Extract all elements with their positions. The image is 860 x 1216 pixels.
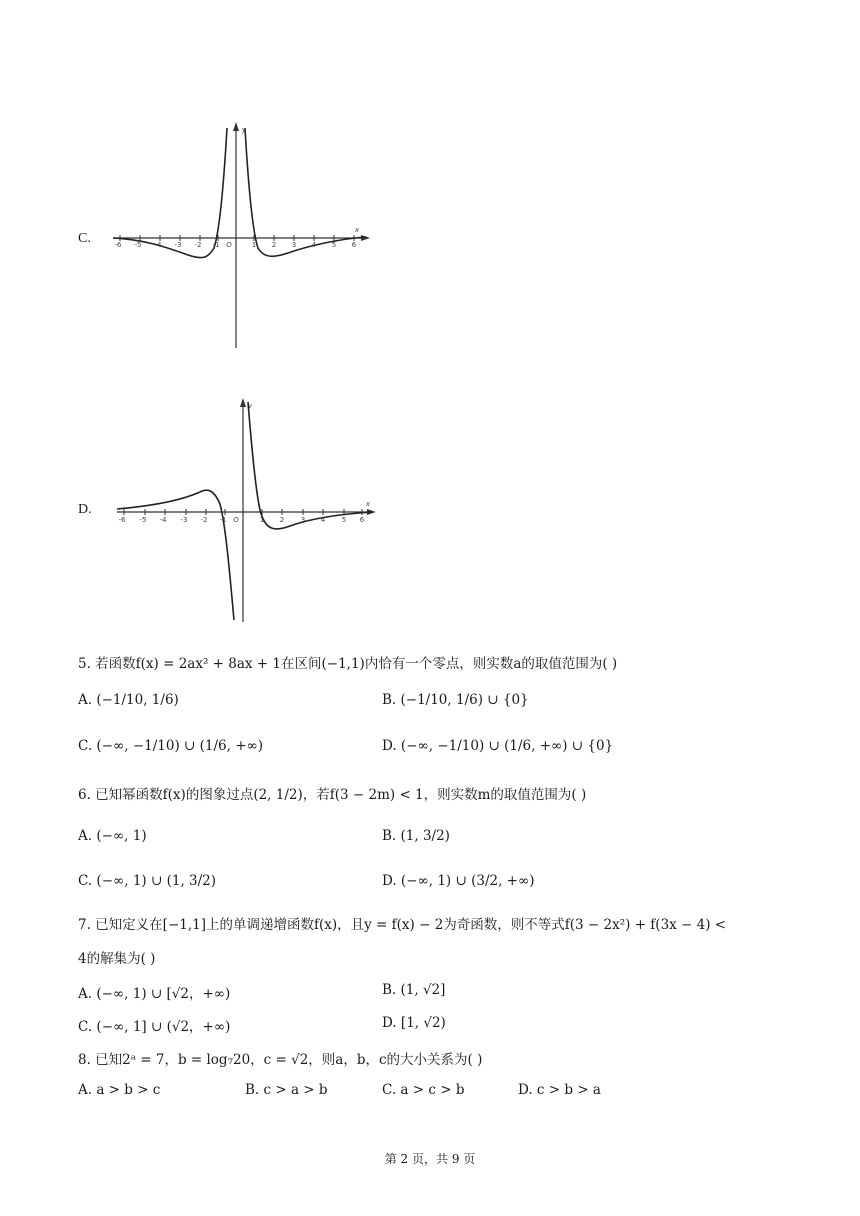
y-axis-arrow xyxy=(240,398,246,407)
question-8-option-b[interactable]: B. c > a > b xyxy=(245,1082,328,1098)
question-7-option-d[interactable]: D. [1, √2) xyxy=(382,1015,446,1031)
question-7-stem-line2: 4的解集为( ) xyxy=(78,951,156,967)
question-7-stem-line1: 7. 已知定义在[−1,1]上的单调递增函数f(x)，且y = f(x) − 2为奇函数，则不等式f(3 − 2x²) + f(3x − 4) < xyxy=(78,917,727,933)
tick-label: -3 xyxy=(174,241,182,249)
x-axis-label: x xyxy=(354,226,360,234)
tick-label: 1 xyxy=(251,241,257,249)
tick-label: 3 xyxy=(300,516,306,524)
question-6-option-c[interactable]: C. (−∞, 1) ∪ (1, 3/2) xyxy=(78,873,217,889)
tick-label: 2 xyxy=(271,241,277,249)
question-5-option-d[interactable]: D. (−∞, −1/10) ∪ (1/6, +∞) ∪ {0} xyxy=(382,738,614,754)
tick-label: 4 xyxy=(311,241,317,249)
question-7-option-c[interactable]: C. (−∞, 1] ∪ (√2，+∞) xyxy=(78,1019,231,1035)
origin-label: O xyxy=(233,516,239,524)
graph-d xyxy=(112,392,384,624)
y-axis-arrow xyxy=(233,122,239,131)
question-7-option-b[interactable]: B. (1, √2] xyxy=(382,982,446,998)
graph-c xyxy=(108,120,378,352)
origin-label: O xyxy=(226,241,232,249)
tick-label: -3 xyxy=(180,516,188,524)
tick-label: -4 xyxy=(159,516,167,524)
tick-label: -4 xyxy=(154,241,162,249)
tick-label: 1 xyxy=(259,516,265,524)
question-5-stem: 5. 若函数f(x) = 2ax² + 8ax + 1在区间(−1,1)内恰有一个零点，则实数a的取值范围为( ) xyxy=(78,656,618,672)
curve-d-left xyxy=(117,490,234,620)
tick-label: -5 xyxy=(134,241,142,249)
option-c-label: C. xyxy=(78,231,91,246)
tick-label: -5 xyxy=(139,516,147,524)
curve-c-right xyxy=(245,128,366,256)
question-6-option-b[interactable]: B. (1, 3/2) xyxy=(382,828,450,844)
y-axis-label: y xyxy=(247,402,253,410)
curve-d-right xyxy=(248,402,372,529)
option-d-label: D. xyxy=(78,502,92,517)
tick-label: 6 xyxy=(351,241,357,249)
x-axis-label: x xyxy=(365,500,371,508)
tick-label: -2 xyxy=(200,516,208,524)
question-8-option-a[interactable]: A. a > b > c xyxy=(78,1082,161,1098)
tick-label: 5 xyxy=(341,516,347,524)
page-footer: 第 2 页，共 9 页 xyxy=(384,1152,476,1166)
question-8-stem: 8. 已知2ᵃ = 7，b = log₇20，c = √2，则a，b，c的大小关系为( ) xyxy=(78,1052,483,1068)
question-5-option-c[interactable]: C. (−∞, −1/10) ∪ (1/6, +∞) xyxy=(78,738,264,754)
question-7-option-a[interactable]: A. (−∞, 1) ∪ [√2，+∞) xyxy=(78,986,231,1002)
tick-label: 2 xyxy=(279,516,285,524)
y-axis-label: y xyxy=(241,126,247,134)
question-8-option-c[interactable]: C. a > c > b xyxy=(382,1082,465,1098)
tick-label: 3 xyxy=(291,241,297,249)
question-8-option-d[interactable]: D. c > b > a xyxy=(518,1082,601,1098)
tick-label: -1 xyxy=(212,241,220,249)
question-6-option-d[interactable]: D. (−∞, 1) ∪ (3/2, +∞) xyxy=(382,873,535,889)
tick-label: -6 xyxy=(118,516,126,524)
tick-label: 4 xyxy=(320,516,326,524)
tick-label: 6 xyxy=(359,516,365,524)
tick-label: -1 xyxy=(219,516,227,524)
question-6-stem: 6. 已知幂函数f(x)的图象过点(2, 1/2)，若f(3 − 2m) < 1，则实数m的取值范围为( ) xyxy=(78,787,587,803)
question-5-option-b[interactable]: B. (−1/10, 1/6) ∪ {0} xyxy=(382,692,529,708)
question-6-option-a[interactable]: A. (−∞, 1) xyxy=(78,828,147,844)
question-5-option-a[interactable]: A. (−1/10, 1/6) xyxy=(78,692,179,708)
tick-label: -6 xyxy=(114,241,122,249)
tick-label: -2 xyxy=(194,241,202,249)
tick-label: 5 xyxy=(331,241,337,249)
